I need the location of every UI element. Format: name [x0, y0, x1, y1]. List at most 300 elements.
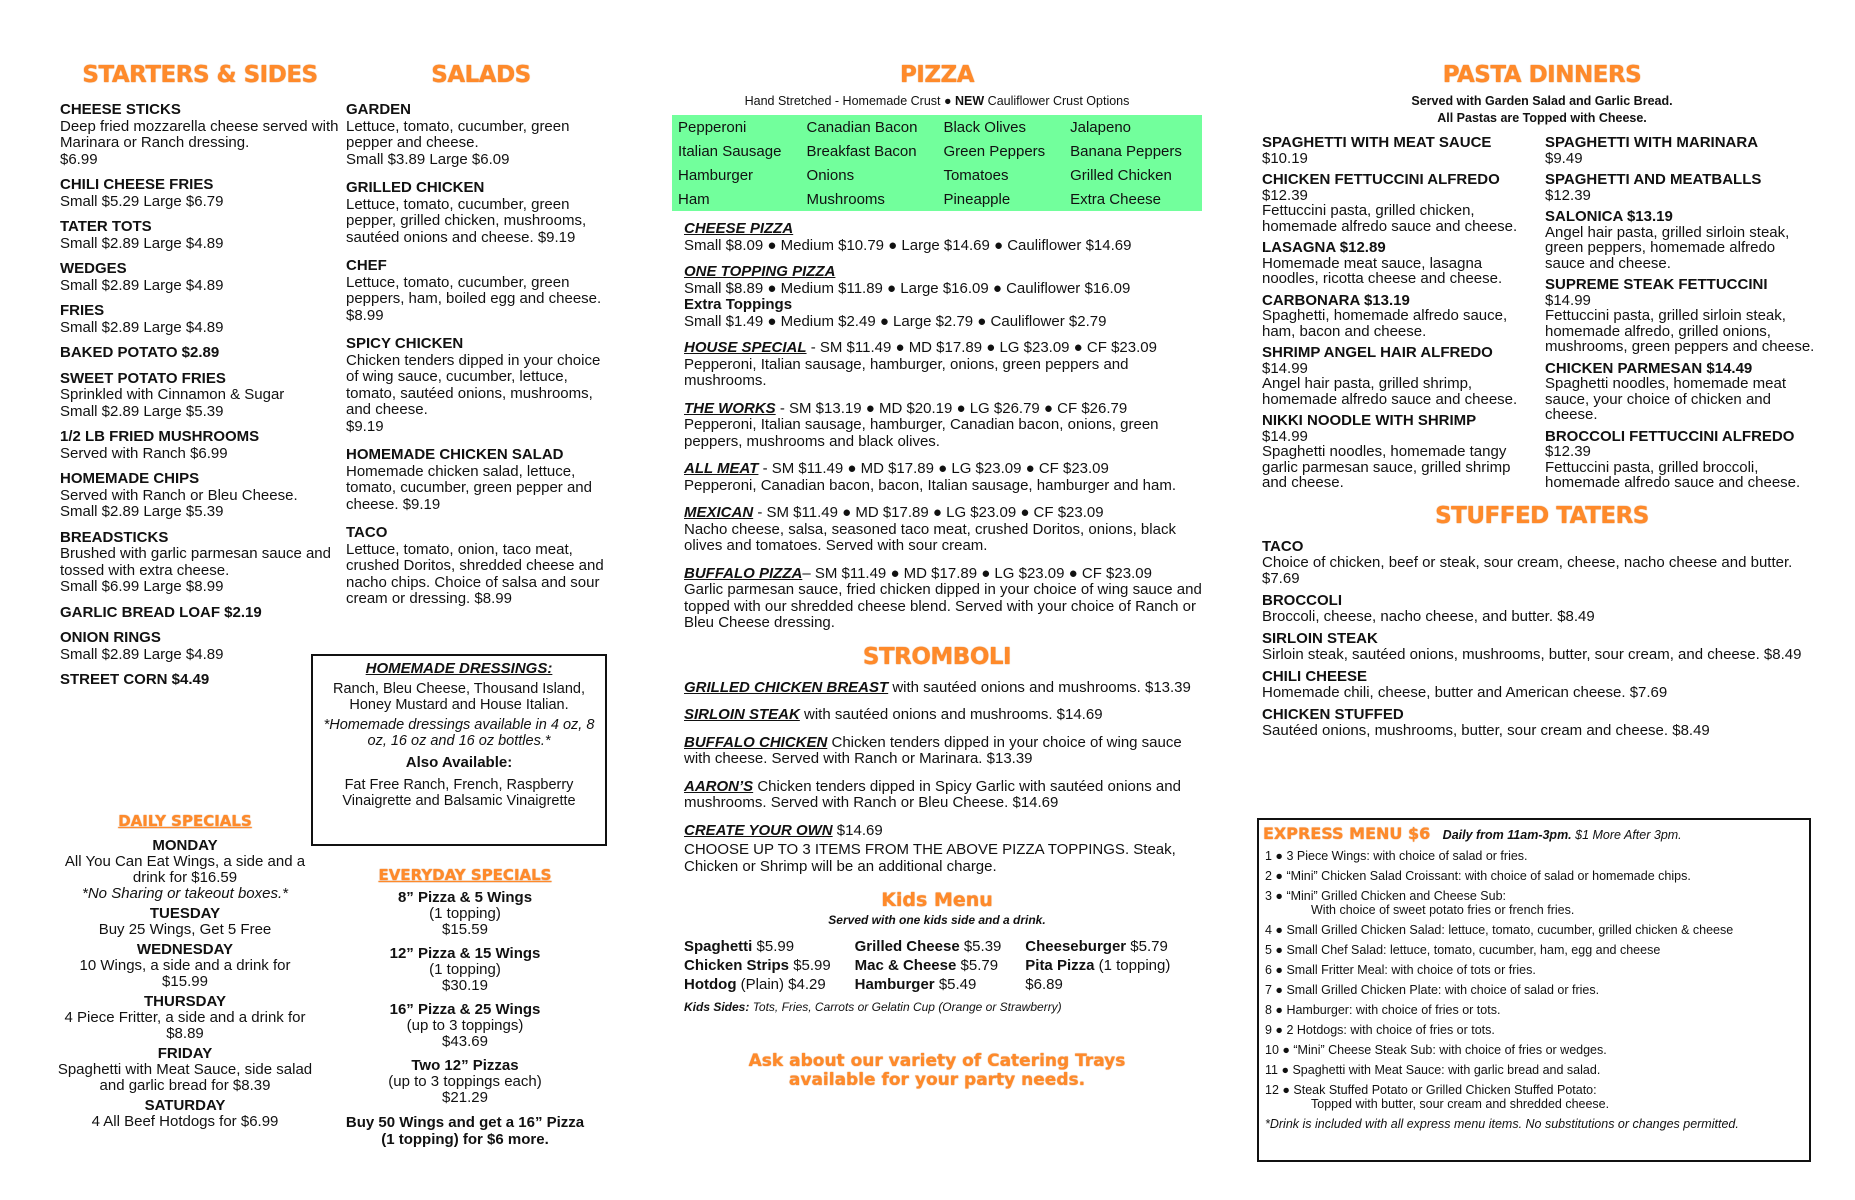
- pizza-subtitle: [672, 94, 1202, 108]
- item-name: FRIES: [60, 302, 105, 319]
- kids-row: [684, 975, 1194, 994]
- specialty-prices: – SM $11.49 ● MD $17.89 ● LG $23.09 ● CF $23.09: [802, 564, 1152, 582]
- everyday-l2: (1 topping): [429, 961, 501, 978]
- everyday-special: [335, 946, 595, 994]
- pizza-section: [672, 62, 1202, 1090]
- stromboli-title: STROMBOLI: [862, 643, 1012, 670]
- stromboli-name: CREATE YOUR OWN: [684, 821, 833, 839]
- pasta-price: $14.99: [1262, 427, 1308, 445]
- pizza-title: PIZZA: [899, 62, 975, 88]
- menu-item: [60, 219, 340, 252]
- stromboli-desc: with sautéed onions and mushrooms. $13.39: [888, 678, 1191, 696]
- tater-item: [1262, 539, 1822, 587]
- item-price: Small $2.89 Large $4.89: [60, 645, 224, 663]
- tater-name: CHICKEN STUFFED: [1262, 705, 1404, 723]
- tater-name: SIRLOIN STEAK: [1262, 629, 1378, 647]
- express-item: [1265, 923, 1809, 937]
- kids-item: [855, 937, 1026, 956]
- pasta-name: BROCCOLI FETTUCCINI ALFREDO: [1545, 427, 1795, 445]
- daily-day: TUESDAY: [149, 905, 221, 922]
- menu-item: [346, 447, 616, 513]
- item-name: GRILLED CHICKEN: [346, 179, 485, 196]
- express-item: [1265, 1063, 1809, 1077]
- daily-day: SATURDAY: [144, 1097, 226, 1114]
- specialty-pizza: [684, 340, 1202, 390]
- topping: Black Olives: [943, 118, 1026, 136]
- menu-item: [346, 102, 616, 168]
- starters-list: [60, 102, 340, 689]
- pasta-item: [1262, 345, 1537, 407]
- tater-name: BROCCOLI: [1262, 591, 1342, 609]
- item-name: 1/2 LB FRIED MUSHROOMS: [60, 428, 260, 445]
- item-name: ONION RINGS: [60, 629, 161, 646]
- taters-list: [1262, 539, 1822, 739]
- catering-note: [672, 1052, 1202, 1090]
- express-item-text: 1 ● 3 Piece Wings: with choice of salad or fries.: [1265, 849, 1528, 863]
- daily-special: [55, 838, 315, 902]
- extra-toppings-title: Extra Toppings: [684, 296, 793, 313]
- salads-title: SALADS: [431, 62, 531, 88]
- pasta-price: $12.39: [1262, 186, 1308, 204]
- everyday-last: Buy 50 Wings and get a 16” Pizza (1 topping) for $6 more.: [345, 1114, 585, 1148]
- daily-text: 10 Wings, a side and a drink for $15.99: [79, 957, 291, 990]
- cheese-pizza-name: CHEESE PIZZA: [684, 220, 794, 237]
- express-item-text: 5 ● Small Chef Salad: lettuce, tomato, cucumber, ham, egg and cheese: [1265, 943, 1661, 957]
- express-menu-box: [1257, 818, 1811, 1162]
- pasta-name: CARBONARA $13.19: [1262, 291, 1410, 309]
- daily-day: FRIDAY: [157, 1045, 213, 1062]
- menu-item: [60, 630, 340, 663]
- express-item-text: 7 ● Small Grilled Chicken Plate: with choice of salad or fries.: [1265, 983, 1600, 997]
- stromboli-desc: Chicken tenders dipped in your choice of wing sauce with cheese. Served with Ranch or Marinara. $13.39: [684, 733, 1182, 767]
- item-desc: Chicken tenders dipped in your choice of wing sauce, cucumber, lettuce, tomato, sautéed onions, mushrooms, and cheese.: [346, 351, 601, 418]
- kids-item-price: (Plain) $4.29: [736, 976, 826, 993]
- stromboli-item: [684, 823, 1202, 840]
- express-header: [1263, 824, 1809, 844]
- kids-item-price: $5.99: [752, 938, 795, 955]
- item-price: Small $2.89 Large $5.39: [60, 402, 224, 420]
- menu-item: [60, 429, 340, 462]
- dressings-box: [311, 654, 607, 846]
- pasta-item: [1545, 361, 1815, 423]
- specialty-prices: - SM $11.49 ● MD $17.89 ● LG $23.09 ● CF $23.09: [758, 460, 1109, 477]
- pasta-price: $14.99: [1262, 359, 1308, 377]
- item-name: WEDGES: [60, 260, 127, 277]
- pasta-name: CHICKEN FETTUCCINI ALFREDO: [1262, 171, 1500, 188]
- kids-item-name: Chicken Strips: [684, 957, 790, 974]
- tater-desc: Sautéed onions, mushrooms, butter, sour cream and cheese. $8.49: [1262, 721, 1710, 739]
- stromboli-item: [684, 680, 1202, 697]
- pasta-title: PASTA DINNERS: [1442, 62, 1642, 88]
- topping: Ham: [678, 190, 710, 208]
- pasta-name: LASAGNA $12.89: [1262, 239, 1386, 256]
- tater-desc: Broccoli, cheese, nacho cheese, and butter. $8.49: [1262, 607, 1595, 625]
- express-item-text: 10 ● “Mini” Cheese Steak Sub: with choice of fries or wedges.: [1265, 1043, 1607, 1057]
- toppings-table: [672, 115, 1202, 211]
- topping: Grilled Chicken: [1070, 166, 1172, 184]
- pasta-price: $14.99: [1545, 291, 1591, 309]
- toppings-row: [672, 187, 1202, 211]
- everyday-l1: 8” Pizza & 5 Wings: [397, 889, 533, 906]
- item-name: BREADSTICKS: [60, 528, 169, 546]
- menu-item: [60, 605, 340, 622]
- kids-item-name: Pita Pizza: [1025, 957, 1095, 974]
- pasta-name: SALONICA $13.19: [1545, 208, 1673, 225]
- daily-specials-title: DAILY SPECIALS: [118, 812, 252, 830]
- pasta-item: [1545, 135, 1815, 166]
- specialty-pizzas: [684, 340, 1202, 632]
- kids-sides-label: Kids Sides:: [684, 1000, 750, 1014]
- topping: Onions: [806, 166, 855, 184]
- kids-item-price: (1 topping): [1094, 957, 1171, 974]
- menu-item: [60, 102, 340, 168]
- one-topping-pizza: [684, 264, 1202, 330]
- stromboli-create-note: CHOOSE UP TO 3 ITEMS FROM THE ABOVE PIZZA TOPPINGS. Steak, Chicken or Shrimp will be an additional charge.: [684, 841, 1176, 875]
- extra-toppings-prices: Small $1.49 ● Medium $2.49 ● Large $2.79 ● Cauliflower $2.79: [684, 312, 1107, 330]
- daily-text: 4 Piece Fritter, a side and a drink for $8.89: [64, 1009, 306, 1042]
- item-name: TATER TOTS: [60, 218, 152, 235]
- express-item: [1265, 889, 1809, 917]
- catering-line-2: available for your party needs.: [788, 1070, 1086, 1090]
- stromboli-item: [684, 779, 1202, 812]
- daily-day: THURSDAY: [144, 993, 226, 1010]
- kids-item-price: $6.89: [1025, 976, 1063, 993]
- everyday-specials-title: EVERYDAY SPECIALS: [378, 866, 552, 884]
- kids-item: [684, 937, 855, 956]
- menu-item: [60, 672, 340, 689]
- kids-item-price: $5.79: [956, 957, 999, 974]
- menu-item: [60, 345, 340, 362]
- specialty-name: MEXICAN: [684, 504, 754, 521]
- tater-item: [1262, 631, 1822, 663]
- everyday-l2: (up to 3 toppings each): [388, 1073, 542, 1090]
- stromboli-name: SIRLOIN STEAK: [684, 706, 800, 723]
- tater-item: [1262, 669, 1822, 701]
- item-price: $8.99: [346, 306, 384, 324]
- kids-item-price: $5.79: [1126, 938, 1168, 955]
- one-topping-prices: Small $8.89 ● Medium $11.89 ● Large $16.09 ● Cauliflower $16.09: [684, 279, 1131, 297]
- starters-title: STARTERS & SIDES: [82, 62, 318, 88]
- pasta-sub-2: All Pastas are Topped with Cheese.: [1437, 111, 1647, 125]
- pasta-right-column: [1545, 135, 1815, 497]
- item-desc: Served with Ranch $6.99: [60, 444, 228, 462]
- kids-item: [855, 975, 1026, 994]
- pasta-price: $10.19: [1262, 149, 1308, 167]
- tater-name: CHILI CHEESE: [1262, 667, 1368, 685]
- cheese-pizza: [684, 221, 1202, 254]
- pasta-item: [1262, 413, 1537, 491]
- item-name: CHEF: [346, 257, 387, 274]
- toppings-row: [672, 115, 1202, 139]
- item-price: Small $2.89 Large $5.39: [60, 503, 224, 520]
- pasta-price: $12.39: [1545, 186, 1591, 204]
- topping: Hamburger: [678, 166, 754, 184]
- express-item-text: 8 ● Hamburger: with choice of fries or tots.: [1265, 1003, 1501, 1017]
- kids-item-price: $5.99: [789, 957, 831, 974]
- everyday-l3: $43.69: [442, 1033, 488, 1050]
- item-desc: Served with Ranch or Bleu Cheese.: [60, 486, 298, 504]
- item-desc: Lettuce, tomato, cucumber, green pepper, grilled chicken, mushrooms, sautéed onions and cheese. $9.19: [346, 195, 587, 246]
- everyday-l2: (1 topping): [429, 905, 501, 922]
- daily-note: *No Sharing or takeout boxes.*: [82, 885, 288, 902]
- pasta-item: [1545, 277, 1815, 355]
- menu-item: [60, 471, 340, 521]
- stromboli-name: AARON’S: [684, 777, 754, 795]
- specialty-header: [684, 505, 1202, 522]
- salads-section: [346, 62, 616, 620]
- specialty-desc: Pepperoni, Italian sausage, hamburger, Canadian bacon, onions, green peppers, mushrooms and black olives.: [684, 416, 1159, 450]
- menu-item: [60, 261, 340, 294]
- express-item-text: 12 ● Steak Stuffed Potato or Grilled Chicken Stuffed Potato:: [1265, 1083, 1597, 1097]
- specialty-name: BUFFALO PIZZA: [684, 564, 803, 582]
- pasta-section: [1262, 62, 1822, 745]
- kids-item: [1025, 956, 1194, 975]
- pasta-desc: Angel hair pasta, grilled sirloin steak, green peppers, homemade alfredo sauce and cheese.: [1545, 223, 1790, 272]
- kids-row: [684, 937, 1194, 956]
- kids-item-price: $5.39: [959, 938, 1002, 955]
- pasta-price: $9.49: [1545, 149, 1583, 167]
- specialty-prices: - SM $11.49 ● MD $17.89 ● LG $23.09 ● CF $23.09: [753, 504, 1104, 521]
- express-item: [1265, 963, 1809, 977]
- cheese-pizza-prices: Small $8.09 ● Medium $10.79 ● Large $14.69 ● Cauliflower $14.69: [684, 236, 1132, 254]
- express-item: [1265, 849, 1809, 863]
- everyday-special: [335, 1058, 595, 1106]
- topping: Pineapple: [943, 190, 1011, 208]
- item-desc: Lettuce, tomato, onion, taco meat, crushed Doritos, shredded cheese and nacho chips. Choice of salsa and sour cream or dressing. $8.99: [346, 540, 604, 607]
- menu-item: [60, 371, 340, 421]
- tater-item: [1262, 707, 1822, 739]
- specialty-pizza: [684, 505, 1202, 555]
- pasta-columns: [1262, 135, 1822, 497]
- tater-desc: Choice of chicken, beef or steak, sour cream, cheese, nacho cheese and butter. $7.69: [1262, 553, 1793, 587]
- pizza-prices: [672, 221, 1202, 632]
- pasta-item: [1545, 429, 1815, 491]
- stromboli-desc: with sautéed onions and mushrooms. $14.69: [799, 706, 1103, 723]
- topping: Banana Peppers: [1070, 142, 1182, 160]
- daily-text: Spaghetti with Meat Sauce, side salad and garlic bread for $8.39: [57, 1061, 313, 1094]
- specialty-pizza: [684, 566, 1202, 632]
- express-item-text: 6 ● Small Fritter Meal: with choice of tots or fries.: [1265, 963, 1536, 977]
- pasta-desc: Angel hair pasta, grilled shrimp, homemade alfredo sauce and cheese.: [1262, 375, 1518, 408]
- menu-item: [346, 180, 616, 246]
- kids-item: [1025, 937, 1194, 956]
- pasta-item: [1262, 135, 1537, 166]
- daily-specials-section: [55, 812, 315, 1134]
- item-name: TACO: [346, 524, 388, 541]
- item-price: Small $2.89 Large $4.89: [60, 234, 224, 252]
- pasta-item: [1545, 172, 1815, 203]
- pasta-sub-1: Served with Garden Salad and Garlic Bread.: [1411, 94, 1673, 108]
- pasta-desc: Fettuccini pasta, grilled broccoli, homemade alfredo sauce and cheese.: [1545, 458, 1801, 491]
- express-item: [1265, 1083, 1809, 1111]
- express-item-text: 3 ● “Mini” Grilled Chicken and Cheese Sub:: [1265, 889, 1506, 903]
- specialty-pizza: [684, 461, 1202, 494]
- menu-item: [346, 258, 616, 324]
- item-desc: Lettuce, tomato, cucumber, green peppers, ham, boiled egg and cheese.: [346, 273, 602, 307]
- item-desc: Brushed with garlic parmesan sauce and tossed with extra cheese.: [60, 545, 331, 579]
- specialty-desc: Garlic parmesan sauce, fried chicken dipped in your choice of wing sauce and topped with our shredded cheese blend. Served with your choice of Ranch or Bleu Cheese dressing.: [684, 581, 1202, 631]
- express-item: [1265, 983, 1809, 997]
- daily-specials-list: [55, 838, 315, 1130]
- item-price: Small $3.89 Large $6.09: [346, 150, 510, 168]
- starters-section: [60, 62, 340, 698]
- item-name: CHEESE STICKS: [60, 101, 181, 118]
- pasta-desc: Spaghetti noodles, homemade meat sauce, your choice of chicken and cheese.: [1545, 375, 1786, 423]
- item-name: GARDEN: [346, 101, 412, 118]
- item-desc: Deep fried mozzarella cheese served with Marinara or Ranch dressing.: [60, 117, 339, 151]
- pasta-price: $12.39: [1545, 443, 1591, 460]
- pizza-subtitle-b: Cauliflower Crust Options: [984, 94, 1130, 108]
- specialty-prices: - SM $13.19 ● MD $20.19 ● LG $26.79 ● CF $26.79: [775, 399, 1128, 417]
- daily-day: MONDAY: [152, 837, 218, 854]
- topping: Jalapeno: [1070, 118, 1132, 136]
- kids-item: [1025, 975, 1194, 994]
- kids-item-name: Cheeseburger: [1025, 938, 1127, 955]
- express-item: [1265, 1043, 1809, 1057]
- topping: Extra Cheese: [1070, 190, 1162, 208]
- pasta-desc: Fettuccini pasta, grilled chicken, homemade alfredo sauce and cheese.: [1262, 202, 1518, 235]
- specialty-header: [684, 340, 1202, 357]
- menu-item: [346, 336, 616, 435]
- everyday-l2: (up to 3 toppings): [406, 1017, 524, 1034]
- stromboli-desc: $14.69: [832, 821, 883, 839]
- stromboli-item: [684, 735, 1202, 768]
- taters-title: STUFFED TATERS: [1435, 502, 1649, 529]
- item-name: HOMEMADE CHIPS: [60, 470, 200, 487]
- everyday-special: [335, 1002, 595, 1050]
- also-available-title: Also Available:: [405, 754, 513, 771]
- pasta-name: CHICKEN PARMESAN $14.49: [1545, 359, 1753, 377]
- stromboli-name: BUFFALO CHICKEN: [684, 733, 828, 751]
- menu-item: [60, 177, 340, 210]
- daily-special: [55, 906, 315, 938]
- item-name: GARLIC BREAD LOAF $2.19: [60, 603, 262, 621]
- specialty-header: [684, 566, 1202, 583]
- topping: Italian Sausage: [678, 142, 782, 160]
- pasta-name: SHRIMP ANGEL HAIR ALFREDO: [1262, 344, 1493, 361]
- express-item-sub: Topped with butter, sour cream and shredded cheese.: [1311, 1097, 1610, 1111]
- tater-item: [1262, 593, 1822, 625]
- daily-day: WEDNESDAY: [136, 941, 234, 958]
- pizza-subtitle-a: Hand Stretched - Homemade Crust ●: [744, 94, 956, 108]
- tater-name: TACO: [1262, 537, 1304, 555]
- topping: Breakfast Bacon: [806, 142, 917, 160]
- specialty-desc: Nacho cheese, salsa, seasoned taco meat, crushed Doritos, onions, black olives and tomatoes. Served with sour cream.: [684, 520, 1176, 554]
- kids-menu-table: [684, 937, 1194, 994]
- stromboli-item: [684, 707, 1202, 724]
- pasta-item: [1262, 240, 1537, 287]
- stromboli-list: [672, 680, 1202, 876]
- one-topping-name: ONE TOPPING PIZZA: [684, 263, 836, 280]
- express-title: EXPRESS MENU $6: [1263, 824, 1431, 843]
- kids-item-name: Hotdog: [684, 976, 737, 993]
- kids-menu-title: Kids Menu: [881, 889, 993, 911]
- kids-item-name: Spaghetti: [684, 938, 753, 955]
- tater-desc: Sirloin steak, sautéed onions, mushrooms, butter, sour cream, and cheese. $8.49: [1262, 645, 1802, 663]
- express-item-text: 2 ● “Mini” Chicken Salad Croissant: with choice of salad or homemade chips.: [1265, 869, 1691, 883]
- pasta-name: SUPREME STEAK FETTUCCINI: [1545, 276, 1768, 293]
- daily-special: [55, 1098, 315, 1130]
- pasta-name: SPAGHETTI AND MEATBALLS: [1545, 171, 1762, 188]
- tater-desc: Homemade chili, cheese, butter and American cheese. $7.69: [1262, 683, 1668, 701]
- item-desc: Sprinkled with Cinnamon & Sugar: [60, 386, 285, 403]
- dressings-title: HOMEMADE DRESSINGS:: [365, 660, 553, 677]
- specialty-pizza: [684, 401, 1202, 451]
- salads-list: [346, 102, 616, 608]
- daily-special: [55, 994, 315, 1042]
- menu-item: [346, 525, 616, 608]
- pasta-desc: Spaghetti noodles, homemade tangy garlic parmesan sauce, grilled shrimp and cheese.: [1262, 443, 1511, 491]
- pasta-left-column: [1262, 135, 1545, 497]
- item-price: $6.99: [60, 150, 98, 168]
- item-price: Small $5.29 Large $6.79: [60, 192, 224, 210]
- kids-sides: [684, 1000, 1202, 1014]
- kids-item: [855, 956, 1026, 975]
- everyday-l3: $21.29: [442, 1089, 488, 1106]
- pasta-desc: Spaghetti, homemade alfredo sauce, ham, bacon and cheese.: [1262, 307, 1508, 340]
- everyday-l1: Two 12” Pizzas: [411, 1057, 519, 1074]
- everyday-l1: 16” Pizza & 25 Wings: [389, 1001, 541, 1018]
- express-footer: *Drink is included with all express menu items. No substitutions or changes permitted.: [1265, 1117, 1739, 1131]
- item-name: SPICY CHICKEN: [346, 335, 464, 352]
- kids-item-name: Hamburger: [854, 976, 935, 993]
- kids-item: [684, 956, 855, 975]
- everyday-specials-list: [335, 890, 595, 1106]
- express-item: [1265, 869, 1809, 883]
- dressings-list: Ranch, Bleu Cheese, Thousand Island, Honey Mustard and House Italian.: [332, 681, 586, 713]
- specialty-name: HOUSE SPECIAL: [684, 339, 807, 356]
- item-name: HOMEMADE CHICKEN SALAD: [346, 446, 564, 463]
- stromboli-desc: Chicken tenders dipped in Spicy Garlic with sautéed onions and mushrooms. Served with Ranch or Bleu Cheese. $14.69: [684, 777, 1181, 811]
- pasta-name: SPAGHETTI WITH MARINARA: [1545, 134, 1759, 151]
- express-list: [1259, 849, 1809, 1111]
- topping: Tomatoes: [943, 166, 1009, 184]
- menu-item: [60, 303, 340, 336]
- specialty-desc: Pepperoni, Canadian bacon, bacon, Italian sausage, hamburger and ham.: [684, 476, 1177, 494]
- express-hours: Daily from 11am-3pm.: [1442, 828, 1572, 842]
- everyday-l3: $15.59: [442, 921, 488, 938]
- specialty-prices: - SM $11.49 ● MD $17.89 ● LG $23.09 ● CF $23.09: [806, 339, 1157, 356]
- express-item-text: 9 ● 2 Hotdogs: with choice of fries or tots.: [1265, 1023, 1495, 1037]
- everyday-l1: 12” Pizza & 15 Wings: [389, 945, 541, 962]
- catering-line-1: Ask about our variety of Catering Trays: [748, 1051, 1126, 1071]
- item-price: $9.19: [346, 417, 384, 435]
- specialty-header: [684, 461, 1202, 478]
- everyday-l3: $30.19: [442, 977, 488, 994]
- kids-menu-subtitle: Served with one kids side and a drink.: [828, 913, 1046, 927]
- daily-special: [55, 942, 315, 990]
- pasta-name: NIKKI NOODLE WITH SHRIMP: [1262, 412, 1477, 429]
- express-item-text: 4 ● Small Grilled Chicken Salad: lettuce, tomato, cucumber, grilled chicken & cheese: [1265, 923, 1734, 937]
- express-item-text: 11 ● Spaghetti with Meat Sauce: with garlic bread and salad.: [1265, 1063, 1601, 1077]
- specialty-header: [684, 401, 1202, 418]
- kids-sides-text: Tots, Fries, Carrots or Gelatin Cup (Orange or Strawberry): [749, 1000, 1062, 1014]
- item-name: CHILI CHEESE FRIES: [60, 176, 214, 193]
- daily-text: 4 All Beef Hotdogs for $6.99: [91, 1113, 279, 1130]
- daily-text: Buy 25 Wings, Get 5 Free: [98, 921, 272, 938]
- item-price: Small $2.89 Large $4.89: [60, 318, 224, 336]
- kids-item-price: $5.49: [934, 976, 977, 993]
- topping: Pepperoni: [678, 118, 747, 136]
- topping: Canadian Bacon: [806, 118, 918, 136]
- express-item: [1265, 1023, 1809, 1037]
- pasta-item: [1262, 293, 1537, 340]
- pasta-item: [1262, 172, 1537, 234]
- specialty-name: THE WORKS: [684, 399, 776, 417]
- topping: Mushrooms: [806, 190, 885, 208]
- pasta-name: SPAGHETTI WITH MEAT SAUCE: [1262, 134, 1492, 151]
- item-name: SWEET POTATO FRIES: [60, 369, 226, 387]
